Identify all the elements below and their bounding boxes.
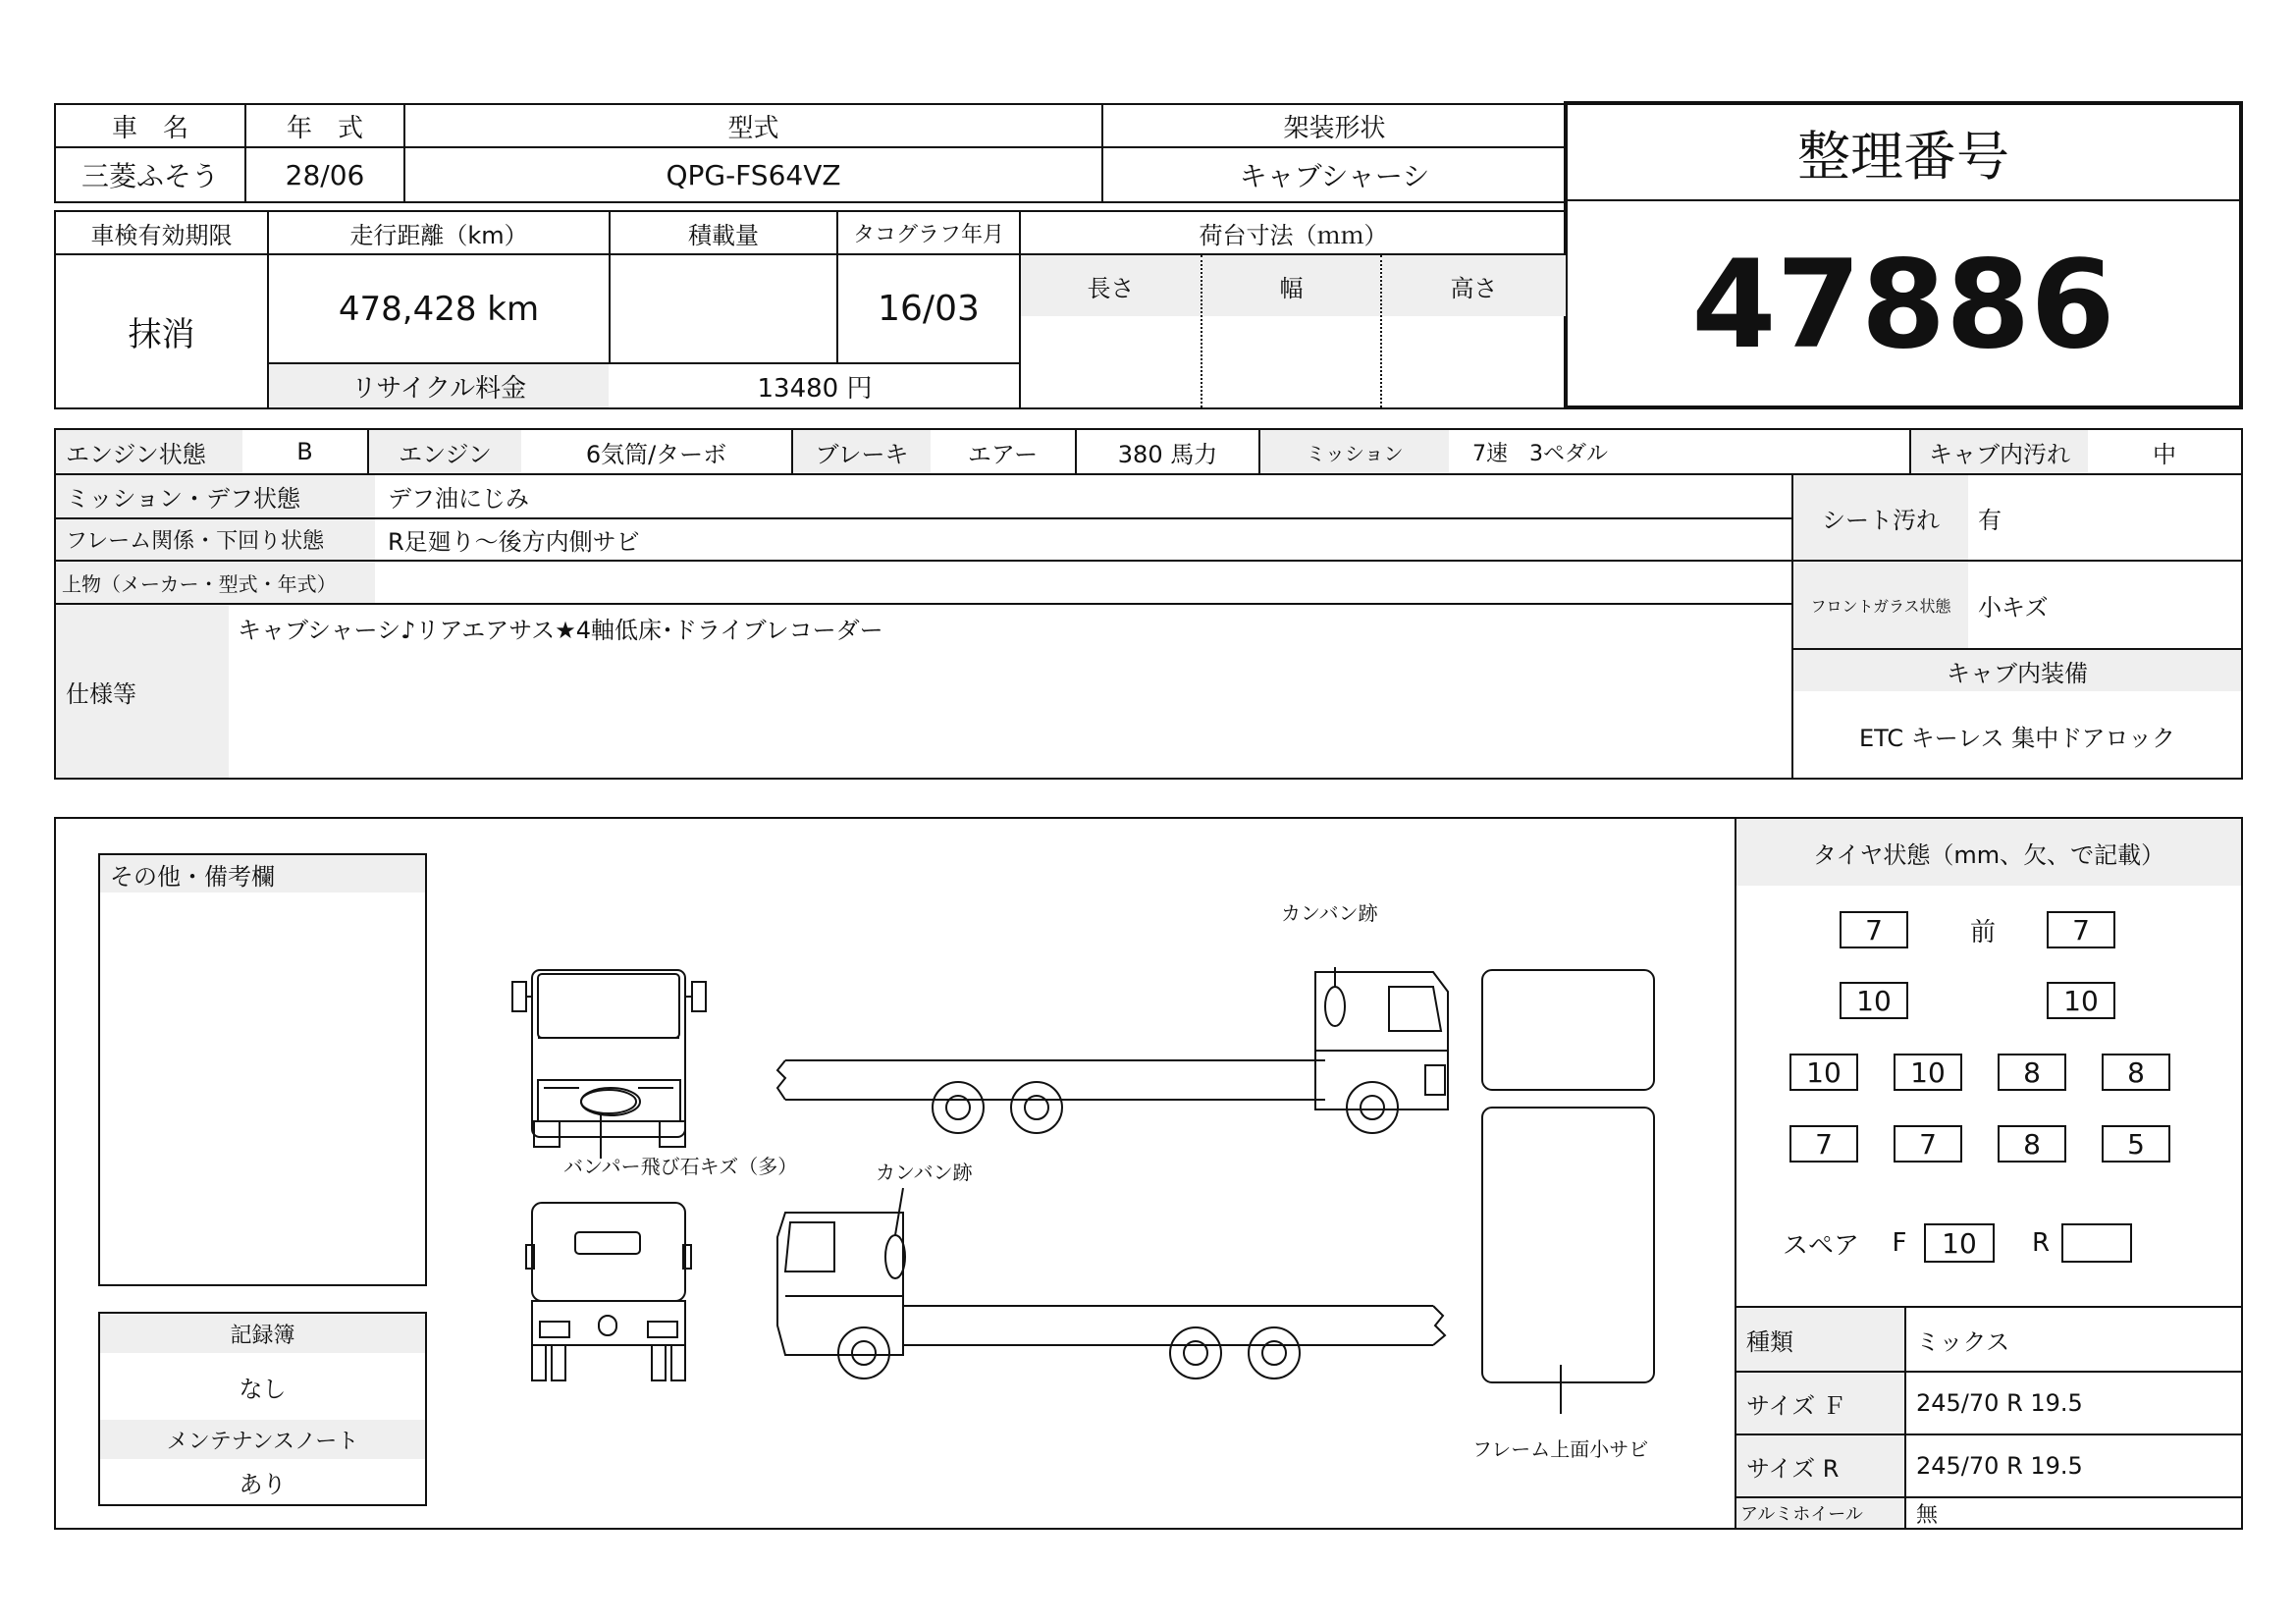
- transmission-value: 7速 3ペダル: [1472, 441, 1608, 466]
- ref-number: 47886: [1691, 234, 2115, 376]
- truck-front-view: [512, 970, 706, 1147]
- upper-label: 上物（メーカー・型式・年式）: [56, 562, 375, 603]
- tire-front-left: 7: [1840, 911, 1908, 948]
- frame-label: フレーム関係・下回り状態: [56, 519, 375, 560]
- truck-rear-view: [526, 1203, 691, 1380]
- engine-state-value: B: [296, 438, 313, 465]
- note-kanban-2: カンバン跡: [876, 1161, 973, 1184]
- col-year: 年 式: [286, 113, 363, 143]
- tire-type-label: 種類: [1736, 1308, 1904, 1371]
- vehicle-model: QPG-FS64VZ: [666, 158, 841, 191]
- spec-label: 仕様等: [56, 605, 229, 778]
- frame-value: R足廻り～後方内側サビ: [388, 528, 640, 556]
- spare-label: スペア: [1782, 1230, 1859, 1261]
- recycle-value: 13480 円: [757, 373, 873, 404]
- note-bumper: バンパー飛び石キズ（多）: [563, 1155, 798, 1178]
- remarks-box: [98, 853, 427, 1286]
- bed-width-label: 幅: [1202, 255, 1380, 316]
- tire-front-label: 前: [1969, 917, 1996, 947]
- alu-value: 無: [1916, 1502, 1939, 1528]
- col-body-type: 架装形状: [1283, 113, 1386, 143]
- note-kanban-1: カンバン跡: [1281, 901, 1378, 925]
- mission-diff-label: ミッション・デフ状態: [56, 475, 375, 517]
- note-frame: フレーム上面小サビ: [1472, 1437, 1649, 1461]
- tire-row3-1: 10: [1789, 1054, 1858, 1091]
- engine-label: エンジン: [369, 430, 521, 473]
- mileage-label: 走行距離（km）: [349, 221, 528, 249]
- tire-row2-right: 10: [2047, 982, 2115, 1019]
- body-type: キャブシャーシ: [1239, 160, 1430, 192]
- spare-f-value: 10: [1924, 1223, 1995, 1263]
- vehicle-name: 三菱ふそう: [80, 160, 219, 192]
- glass-label: フロントガラス状態: [1793, 562, 1968, 648]
- maint-label: メンテナンスノート: [100, 1420, 425, 1459]
- equip-value: ETC キーレス 集中ドアロック: [1858, 724, 2176, 752]
- vehicle-year: 28/06: [285, 158, 365, 191]
- shaken-value: 抹消: [128, 315, 195, 354]
- cab-dirt-label: キャブ内汚れ: [1911, 430, 2088, 473]
- col-vehicle-name: 車 名: [111, 113, 188, 143]
- cab-dirt-value: 中: [2153, 440, 2176, 468]
- tire-row3-4: 8: [2102, 1054, 2170, 1091]
- mileage-value: 478,428 km: [338, 289, 540, 329]
- size-r-label: サイズ R: [1736, 1435, 1904, 1496]
- spare-r-label: R: [2031, 1228, 2051, 1258]
- seat-value: 有: [1978, 506, 2002, 534]
- upper-value: [378, 562, 1163, 603]
- tire-row4-2: 7: [1894, 1125, 1962, 1163]
- record-label: 記録簿: [100, 1314, 425, 1353]
- tire-title: タイヤ状態（mm、欠、で記載）: [1736, 819, 2241, 886]
- brake-label: ブレーキ: [793, 430, 931, 473]
- bed-length-label: 長さ: [1021, 255, 1201, 316]
- glass-value: 小キズ: [1978, 593, 2049, 622]
- tire-front-right: 7: [2047, 911, 2115, 948]
- spare-r-value: [2061, 1223, 2132, 1263]
- engine-value: 6気筒/ターボ: [585, 440, 727, 468]
- bed-height-label: 高さ: [1382, 255, 1566, 316]
- tire-row4-4: 5: [2102, 1125, 2170, 1163]
- maint-value: あり: [239, 1470, 287, 1498]
- capacity-value: [611, 255, 836, 362]
- alu-label: アルミホイール: [1736, 1498, 1904, 1528]
- brake-value: エアー: [967, 440, 1039, 468]
- horsepower: 380 馬力: [1117, 440, 1218, 468]
- tire-row3-2: 10: [1894, 1054, 1962, 1091]
- size-r-value: 245/70 R 19.5: [1916, 1452, 2083, 1480]
- mission-diff-value: デフ油にじみ: [388, 485, 529, 513]
- bed-label: 荷台寸法（ｍｍ）: [1199, 221, 1388, 249]
- equip-label: キャブ内装備: [1793, 650, 2241, 691]
- truck-top-view: [1482, 970, 1654, 1382]
- transmission-label: ミッション: [1260, 430, 1449, 473]
- size-f-value: 245/70 R 19.5: [1916, 1389, 2083, 1417]
- tire-row3-3: 8: [1998, 1054, 2066, 1091]
- spec-value: キャブシャーシ♪リアエアサス★4軸低床･ドライブレコーダー: [238, 617, 883, 644]
- tacho-label: タコグラフ年月: [852, 222, 1004, 247]
- spare-f-label: F: [1892, 1228, 1907, 1258]
- col-model: 型式: [727, 113, 779, 143]
- tire-type-value: ミックス: [1916, 1327, 2010, 1356]
- size-f-label: サイズ Ｆ: [1736, 1373, 1904, 1434]
- engine-state-label: エンジン状態: [56, 430, 242, 473]
- truck-side-view-top: [777, 972, 1448, 1133]
- shaken-label: 車検有効期限: [90, 221, 233, 249]
- tire-row4-3: 8: [1998, 1125, 2066, 1163]
- tire-row4-1: 7: [1789, 1125, 1858, 1163]
- recycle-label: リサイクル料金: [269, 364, 609, 407]
- record-value: なし: [239, 1375, 287, 1403]
- capacity-label: 積載量: [688, 221, 759, 249]
- tacho-value: 16/03: [878, 289, 980, 329]
- tire-row2-left: 10: [1840, 982, 1908, 1019]
- seat-label: シート汚れ: [1793, 475, 1968, 560]
- ref-label: 整理番号: [1797, 125, 2009, 188]
- remarks-label: その他・備考欄: [100, 855, 425, 893]
- truck-side-view-bottom: [777, 1213, 1445, 1379]
